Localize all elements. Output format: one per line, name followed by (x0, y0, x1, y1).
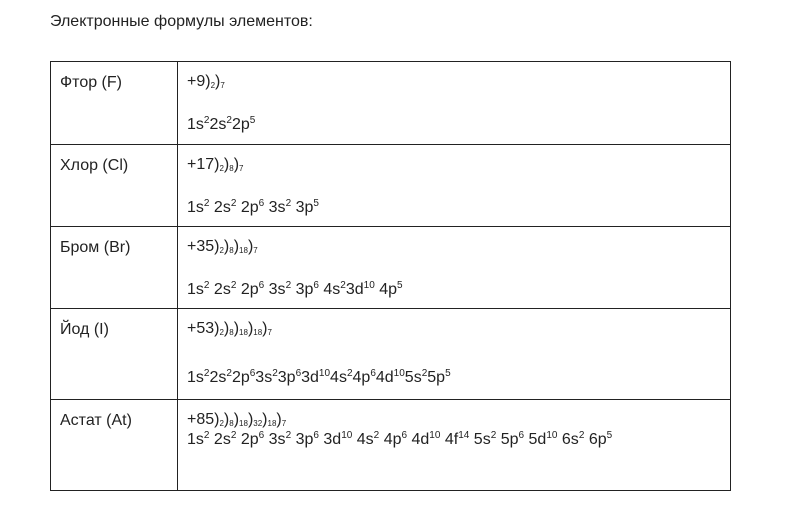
shell-arc: ) (214, 411, 220, 428)
orbital: 4s (356, 431, 374, 448)
orbital: 5p (427, 369, 446, 386)
orbital: 2p (240, 199, 259, 216)
shell-arc: ) (233, 411, 240, 428)
shell-diagram (187, 155, 243, 179)
orbital: 4p (379, 281, 398, 298)
orbital-electron-count: 6 (258, 198, 265, 209)
orbital: 6s (561, 431, 579, 448)
orbital: 3p (277, 369, 296, 386)
shell-arc: ) (223, 156, 230, 173)
orbital: 5s (404, 369, 422, 386)
element-name-cell: Хлор (Cl) (51, 145, 178, 226)
orbital: 3p (295, 431, 314, 448)
orbital: 4s (323, 281, 341, 298)
shell-arc: ) (215, 73, 221, 90)
orbital-electron-count: 6 (401, 430, 408, 441)
shell-arc: ) (214, 320, 220, 337)
orbital-electron-count: 6 (313, 430, 319, 441)
orbital-electron-count: 5 (249, 115, 256, 126)
shell-diagram (187, 319, 272, 343)
orbital-electron-count: 6 (295, 368, 302, 379)
shell-arc: ) (205, 73, 211, 90)
orbital: 2p (231, 369, 250, 386)
shell-arc: ) (223, 320, 230, 337)
orbital-electron-count: 2 (203, 115, 210, 126)
orbital: 5p (500, 431, 519, 448)
shell-arc: ) (214, 156, 220, 173)
element-formula-cell (178, 145, 730, 226)
shell-electron-count: 8 (229, 164, 234, 173)
shell-electron-count: 2 (219, 419, 224, 428)
orbital-electron-count: 6 (518, 430, 525, 441)
shell-arc: ) (276, 411, 282, 428)
shell-electron-count: 2 (219, 328, 224, 337)
orbital: 6p (588, 431, 607, 448)
orbital: 3p (295, 281, 314, 298)
orbital: 4p (352, 369, 371, 386)
orbital-electron-count: 2 (203, 430, 210, 441)
orbital-electron-count: 6 (258, 280, 265, 291)
orbital: 2s (209, 369, 227, 386)
element-name-cell: Астат (At) (51, 400, 178, 490)
orbital-electron-count: 10 (341, 430, 353, 441)
nuclear-charge: +35 (187, 238, 215, 255)
element-formula-cell (178, 62, 730, 144)
orbital: 2s (213, 431, 231, 448)
orbital-electron-count: 10 (429, 430, 441, 441)
orbital-electron-count: 5 (313, 198, 319, 209)
shell-electron-count: 2 (219, 164, 224, 173)
orbital: 2s (209, 116, 227, 133)
orbital-electron-count: 6 (313, 280, 319, 291)
orbital: 3d (345, 281, 364, 298)
shell-electron-count: 32 (253, 419, 263, 428)
shell-electron-count: 18 (253, 328, 263, 337)
element-name-cell: Фтор (F) (51, 62, 178, 144)
shell-diagram (187, 72, 225, 96)
table-row (51, 226, 730, 308)
electron-configuration (187, 198, 319, 218)
element-formula-cell (178, 309, 730, 399)
orbital-electron-count: 2 (490, 430, 497, 441)
orbital: 4d (411, 431, 430, 448)
shell-arc: ) (214, 238, 220, 255)
shell-electron-count: 7 (253, 246, 258, 255)
orbital-electron-count: 10 (318, 368, 331, 379)
shell-electron-count: 18 (239, 328, 248, 337)
shell-electron-count: 7 (281, 419, 287, 428)
orbital: 1s (187, 369, 204, 386)
shell-diagram (187, 237, 258, 261)
shell-arc: ) (247, 320, 254, 337)
orbital-electron-count: 2 (203, 198, 210, 209)
orbital: 4d (375, 369, 394, 386)
shell-arc: ) (233, 238, 240, 255)
orbital-electron-count: 10 (363, 280, 375, 291)
shell-arc: ) (223, 238, 230, 255)
orbital-electron-count: 5 (397, 280, 403, 291)
orbital: 1s (187, 431, 204, 448)
table-row (51, 308, 730, 399)
orbital-electron-count: 2 (340, 280, 346, 291)
orbital-electron-count: 2 (203, 368, 210, 379)
orbital: 5d (528, 431, 547, 448)
electron-configuration (187, 280, 403, 300)
orbital-electron-count: 2 (578, 430, 585, 441)
electron-configuration (187, 115, 255, 135)
orbital: 2s (213, 281, 231, 298)
shell-arc: ) (262, 411, 268, 428)
shell-arc: ) (262, 320, 268, 337)
shell-arc: ) (233, 156, 240, 173)
shell-electron-count: 7 (220, 81, 225, 90)
shell-electron-count: 7 (267, 328, 272, 337)
shell-arc: ) (223, 411, 230, 428)
orbital-electron-count: 2 (285, 198, 292, 209)
nuclear-charge: +85 (187, 411, 215, 428)
orbital: 2p (231, 116, 250, 133)
orbital: 3d (323, 431, 342, 448)
orbital-electron-count: 6 (370, 368, 376, 379)
orbital-electron-count: 2 (230, 280, 237, 291)
table-row (51, 144, 730, 226)
orbital: 2p (240, 431, 259, 448)
shell-arc: ) (247, 238, 254, 255)
orbital: 5s (473, 431, 491, 448)
orbital-electron-count: 2 (226, 115, 232, 126)
orbital: 1s (187, 281, 204, 298)
shell-electron-count: 2 (219, 246, 224, 255)
orbital-electron-count: 2 (285, 280, 292, 291)
orbital: 2s (213, 199, 231, 216)
orbital-electron-count: 14 (458, 430, 470, 441)
orbital-electron-count: 6 (249, 368, 256, 379)
orbital-electron-count: 5 (445, 368, 451, 379)
element-name-cell: Йод (I) (51, 309, 178, 399)
orbital: 4f (444, 431, 459, 448)
element-name-cell: Бром (Br) (51, 227, 178, 308)
shell-electron-count: 7 (239, 164, 244, 173)
page-heading: Электронные формулы элементов: (50, 13, 313, 30)
orbital-electron-count: 10 (393, 368, 405, 379)
shell-electron-count: 8 (229, 419, 234, 428)
orbital-electron-count: 2 (230, 430, 237, 441)
shell-electron-count: 18 (239, 419, 248, 428)
table-row (51, 62, 730, 144)
nuclear-charge: +9 (187, 73, 206, 90)
orbital: 3d (301, 369, 319, 386)
orbital: 1s (187, 116, 204, 133)
elements-table (50, 61, 731, 491)
electron-configuration (187, 368, 451, 388)
orbital-electron-count: 6 (258, 430, 265, 441)
shell-electron-count: 18 (239, 246, 248, 255)
orbital-electron-count: 2 (285, 430, 292, 441)
orbital: 3p (295, 199, 314, 216)
orbital-electron-count: 2 (226, 368, 232, 379)
orbital: 1s (187, 199, 204, 216)
shell-arc: ) (233, 320, 240, 337)
orbital: 3s (255, 369, 273, 386)
electron-configuration (187, 430, 612, 450)
orbital-electron-count: 2 (203, 280, 210, 291)
element-formula-cell (178, 400, 730, 490)
orbital: 3s (268, 281, 286, 298)
nuclear-charge: +17 (187, 156, 215, 173)
orbital: 2p (240, 281, 259, 298)
orbital-electron-count: 10 (546, 430, 558, 441)
orbital-electron-count: 2 (230, 198, 237, 209)
orbital: 3s (268, 431, 286, 448)
element-formula-cell (178, 227, 730, 308)
table-row (51, 399, 730, 490)
orbital: 3s (268, 199, 286, 216)
orbital-electron-count: 2 (421, 368, 428, 379)
orbital-electron-count: 2 (373, 430, 380, 441)
orbital: 4s (330, 369, 347, 386)
orbital-electron-count: 2 (346, 368, 353, 379)
orbital: 4p (383, 431, 402, 448)
shell-electron-count: 18 (267, 419, 277, 428)
shell-arc: ) (247, 411, 254, 428)
shell-electron-count: 8 (229, 246, 234, 255)
nuclear-charge: +53 (187, 320, 215, 337)
shell-electron-count: 8 (229, 328, 234, 337)
orbital-electron-count: 5 (606, 430, 613, 441)
orbital-electron-count: 2 (272, 368, 278, 379)
shell-electron-count: 2 (210, 81, 216, 90)
